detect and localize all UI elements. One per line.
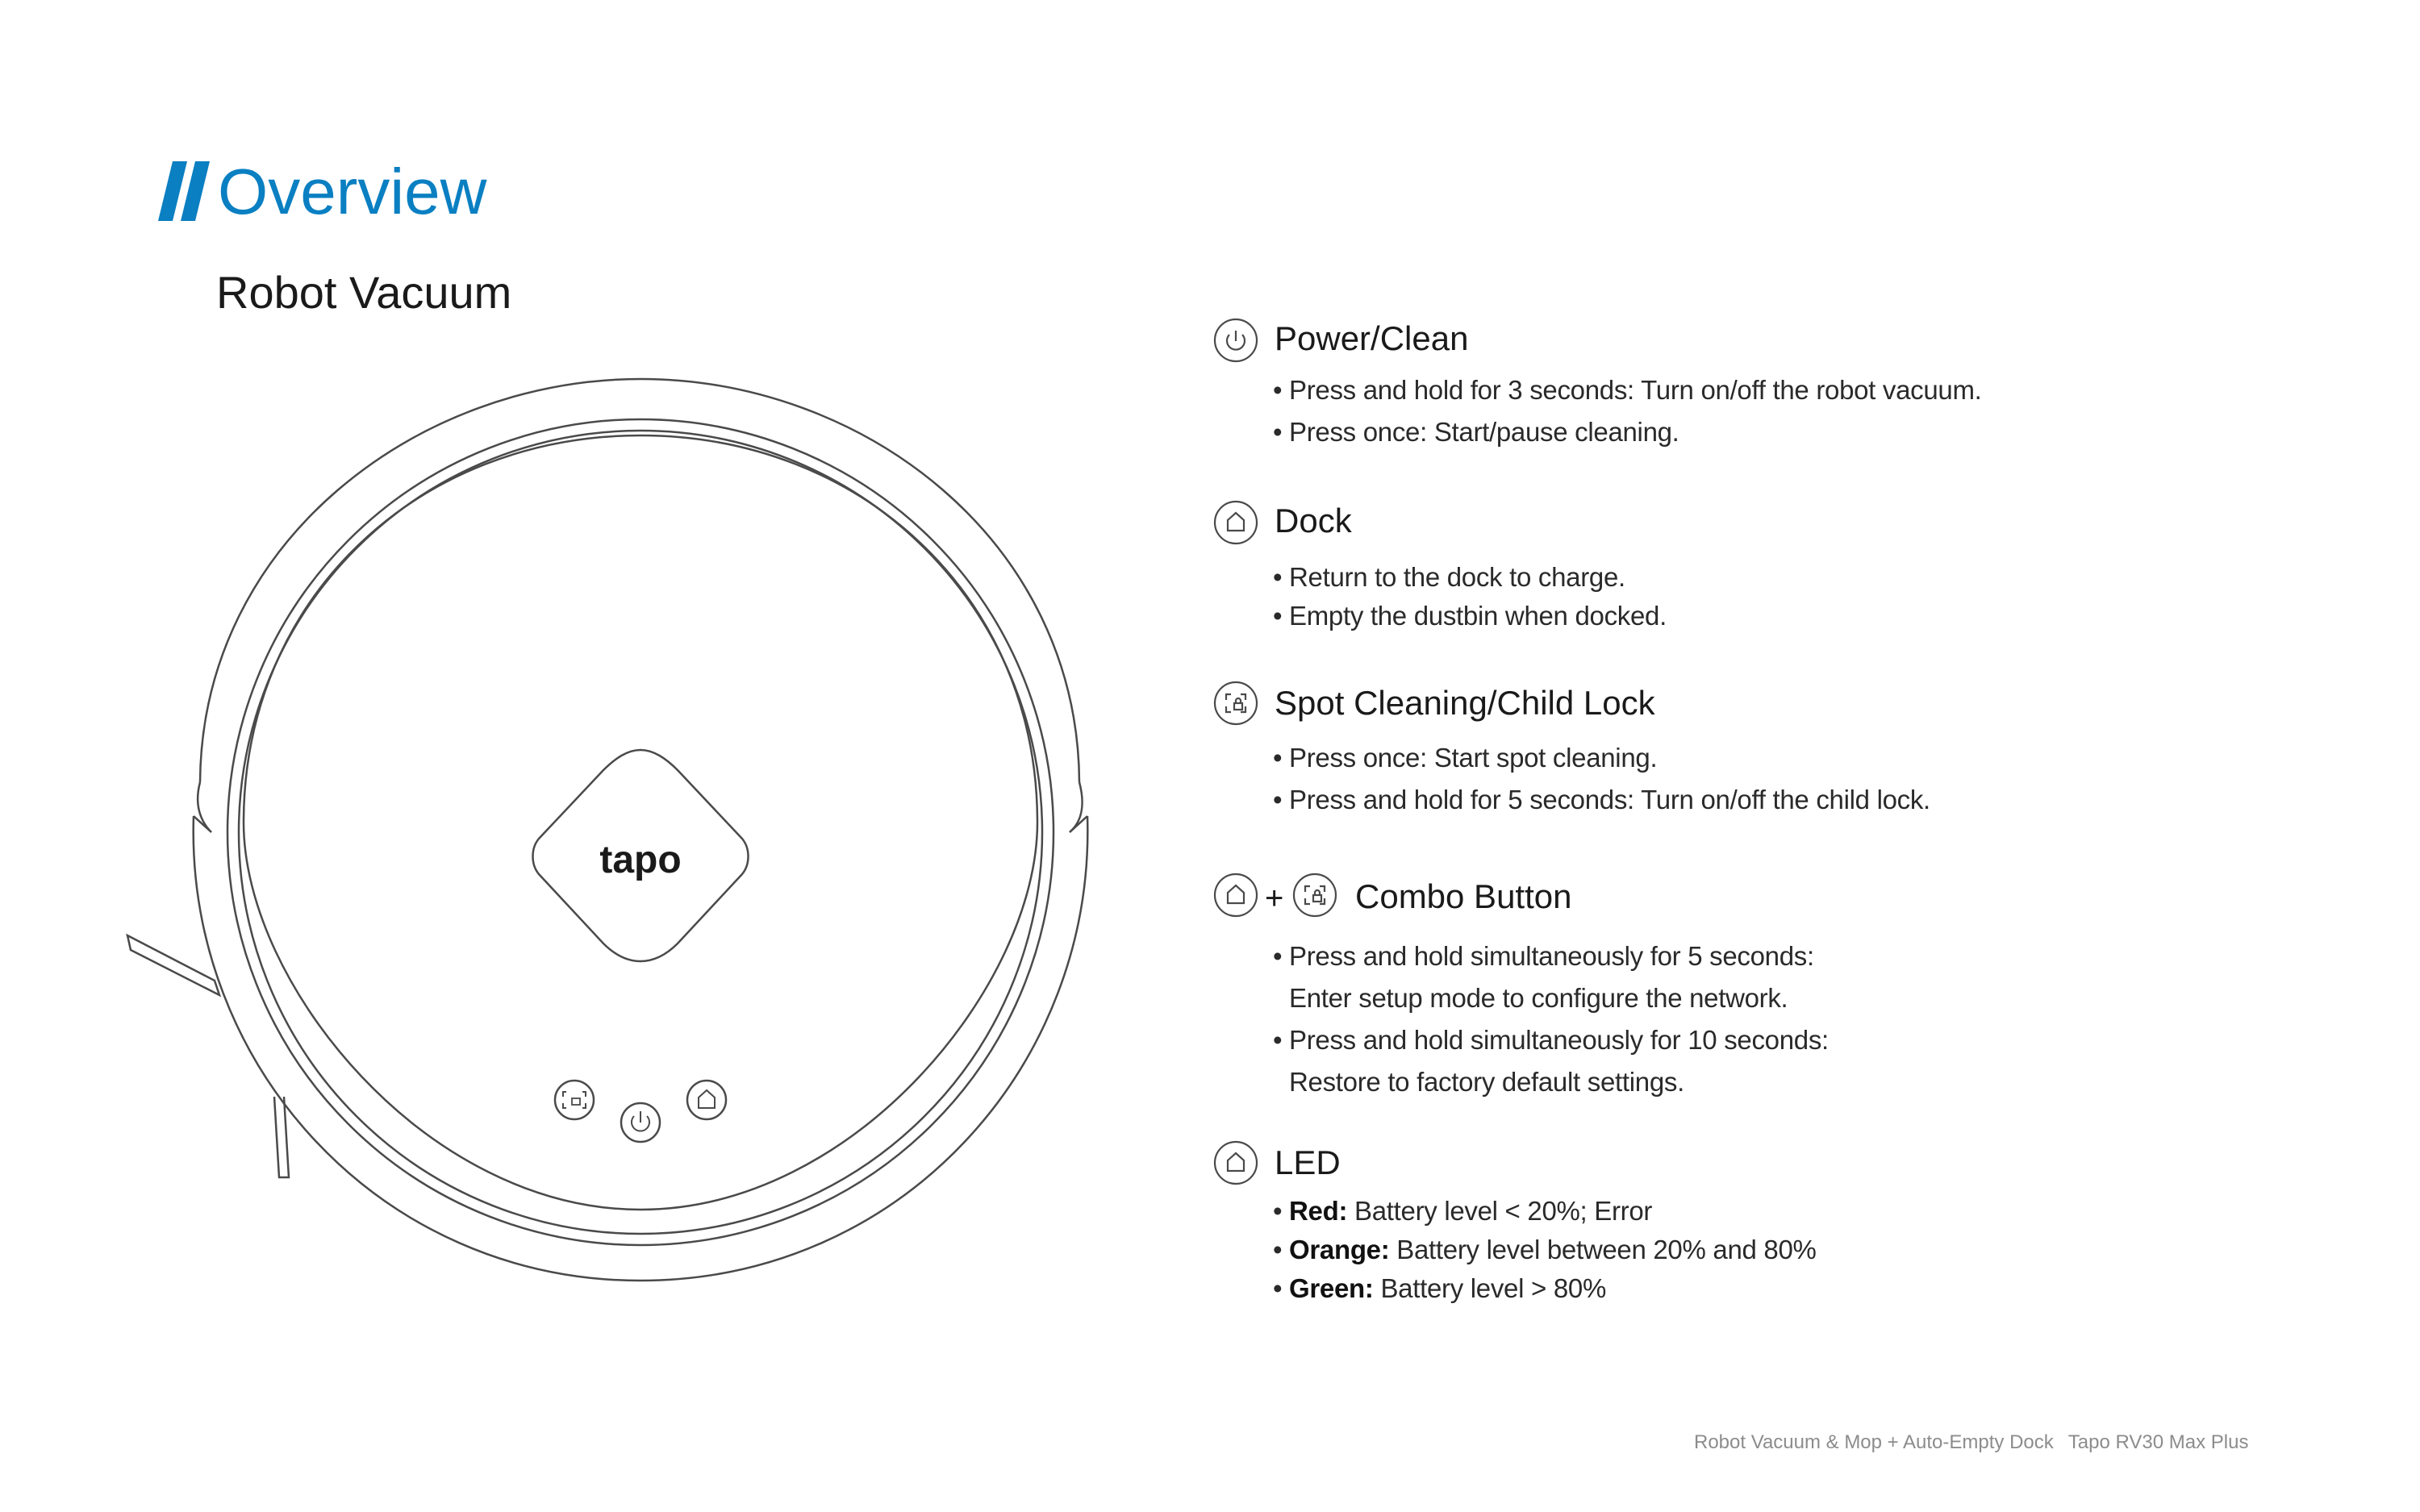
bullet-item: • Return to the dock to charge. xyxy=(1273,562,1625,592)
spot-lock-icon xyxy=(1292,873,1337,918)
tapo-logo: tapo xyxy=(599,839,682,881)
bullet-item: • Press once: Start/pause cleaning. xyxy=(1273,417,1679,447)
section-title-power: Power/Clean xyxy=(1275,319,1469,357)
led-item-red: • Red: Battery level < 20%; Error xyxy=(1273,1196,1653,1226)
bullet-item: • Press and hold for 5 seconds: Turn on/off the child lock. xyxy=(1273,785,1930,814)
robot-spot-lock-button xyxy=(555,1081,594,1119)
section-title-led: LED xyxy=(1275,1143,1341,1181)
bullet-continuation: Enter setup mode to configure the network. xyxy=(1289,983,1788,1013)
page-footer xyxy=(1694,1431,2248,1454)
bullet-item: • Press and hold simultaneously for 10 seconds: xyxy=(1273,1025,1829,1055)
section-title-combo: Combo Button xyxy=(1355,877,1572,915)
footer-product: Robot Vacuum & Mop + Auto-Empty Dock xyxy=(1694,1431,2054,1453)
page-title: Overview xyxy=(218,156,487,227)
section-title-spot: Spot Cleaning/Child Lock xyxy=(1275,684,1655,722)
led-item-green: • Green: Battery level > 80% xyxy=(1273,1273,1606,1303)
robot-vacuum-illustration xyxy=(113,355,1113,1290)
plus-sign: + xyxy=(1265,881,1284,916)
home-icon xyxy=(1213,500,1258,545)
robot-power-button xyxy=(621,1103,660,1142)
bullet-continuation: Restore to factory default settings. xyxy=(1289,1067,1684,1097)
bullet-item: • Empty the dustbin when docked. xyxy=(1273,601,1667,631)
heading-slash-mark xyxy=(158,161,210,221)
bullet-item: • Press and hold for 3 seconds: Turn on/off the robot vacuum. xyxy=(1273,375,1982,405)
home-icon xyxy=(1213,873,1258,918)
led-item-orange: • Orange: Battery level between 20% and 80% xyxy=(1273,1235,1817,1264)
robot-dock-button xyxy=(687,1081,726,1119)
home-icon xyxy=(1213,1140,1258,1185)
power-icon xyxy=(1213,318,1258,363)
section-subtitle: Robot Vacuum xyxy=(216,267,512,318)
section-title-dock: Dock xyxy=(1275,502,1352,539)
bullet-item: • Press once: Start spot cleaning. xyxy=(1273,743,1658,773)
footer-model: Tapo RV30 Max Plus xyxy=(2067,1431,2249,1453)
bullet-item: • Press and hold simultaneously for 5 seconds: xyxy=(1273,941,1814,971)
spot-lock-icon xyxy=(1213,681,1258,726)
